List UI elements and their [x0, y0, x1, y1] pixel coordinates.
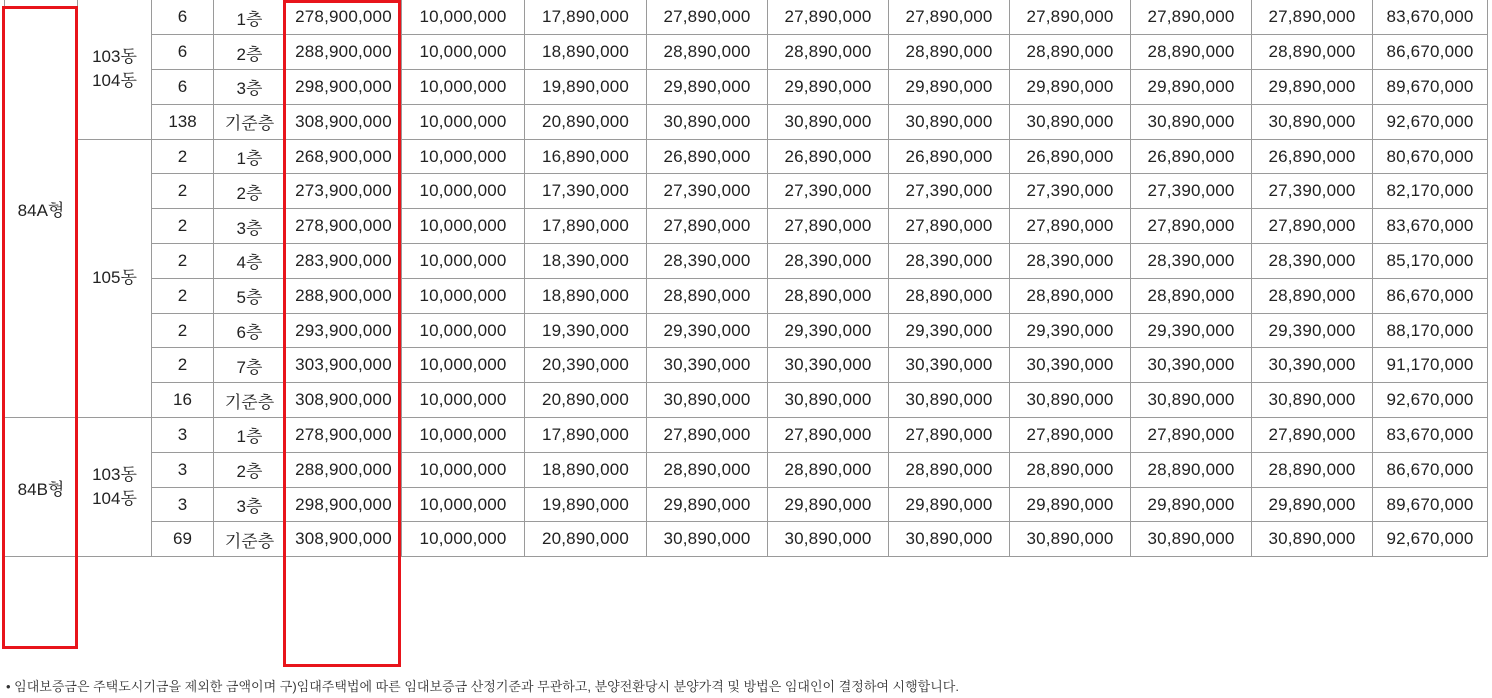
amount-cell: 29,390,000 [1252, 313, 1373, 348]
amount-cell: 28,890,000 [1252, 278, 1373, 313]
amount-cell: 18,890,000 [525, 452, 647, 487]
amount-cell: 28,890,000 [647, 35, 768, 70]
amount-cell: 10,000,000 [402, 278, 525, 313]
floor-cell: 2층 [214, 35, 286, 70]
amount-cell: 10,000,000 [402, 418, 525, 453]
amount-cell: 29,890,000 [647, 70, 768, 105]
unit-count-cell: 2 [152, 209, 214, 244]
amount-cell: 30,890,000 [647, 104, 768, 139]
amount-cell: 82,170,000 [1373, 174, 1488, 209]
price-cell: 293,900,000 [286, 313, 402, 348]
amount-cell: 80,670,000 [1373, 139, 1488, 174]
amount-cell: 28,390,000 [889, 244, 1010, 279]
amount-cell: 86,670,000 [1373, 35, 1488, 70]
amount-cell: 30,890,000 [647, 383, 768, 418]
amount-cell: 10,000,000 [402, 174, 525, 209]
amount-cell: 83,670,000 [1373, 418, 1488, 453]
amount-cell: 10,000,000 [402, 139, 525, 174]
amount-cell: 27,390,000 [768, 174, 889, 209]
amount-cell: 20,890,000 [525, 522, 647, 557]
amount-cell: 83,670,000 [1373, 0, 1488, 35]
floor-cell: 1층 [214, 0, 286, 35]
amount-cell: 29,390,000 [647, 313, 768, 348]
table-row [5, 209, 1488, 244]
amount-cell: 27,890,000 [647, 209, 768, 244]
unit-type-cell: 84A형 [5, 0, 78, 418]
price-cell: 303,900,000 [286, 348, 402, 383]
amount-cell: 27,890,000 [1252, 0, 1373, 35]
amount-cell: 85,170,000 [1373, 244, 1488, 279]
amount-cell: 17,890,000 [525, 209, 647, 244]
unit-count-cell: 2 [152, 139, 214, 174]
amount-cell: 27,890,000 [1010, 0, 1131, 35]
table-row [5, 278, 1488, 313]
table-row [5, 348, 1488, 383]
price-cell: 308,900,000 [286, 522, 402, 557]
amount-cell: 28,890,000 [768, 35, 889, 70]
amount-cell: 17,390,000 [525, 174, 647, 209]
amount-cell: 26,890,000 [1131, 139, 1252, 174]
amount-cell: 28,890,000 [1010, 278, 1131, 313]
table-row [5, 313, 1488, 348]
floor-cell: 5층 [214, 278, 286, 313]
amount-cell: 28,390,000 [647, 244, 768, 279]
amount-cell: 30,890,000 [889, 383, 1010, 418]
table-row [5, 0, 1488, 35]
amount-cell: 27,890,000 [889, 209, 1010, 244]
amount-cell: 27,890,000 [1131, 209, 1252, 244]
amount-cell: 27,890,000 [1131, 0, 1252, 35]
amount-cell: 28,890,000 [1010, 452, 1131, 487]
amount-cell: 86,670,000 [1373, 452, 1488, 487]
amount-cell: 10,000,000 [402, 452, 525, 487]
amount-cell: 88,170,000 [1373, 313, 1488, 348]
amount-cell: 16,890,000 [525, 139, 647, 174]
unit-count-cell: 2 [152, 174, 214, 209]
amount-cell: 10,000,000 [402, 209, 525, 244]
amount-cell: 27,890,000 [889, 0, 1010, 35]
amount-cell: 86,670,000 [1373, 278, 1488, 313]
amount-cell: 29,390,000 [768, 313, 889, 348]
amount-cell: 10,000,000 [402, 313, 525, 348]
amount-cell: 27,890,000 [1010, 418, 1131, 453]
floor-cell: 3층 [214, 487, 286, 522]
amount-cell: 30,890,000 [768, 104, 889, 139]
amount-cell: 92,670,000 [1373, 522, 1488, 557]
amount-cell: 30,390,000 [889, 348, 1010, 383]
floor-cell: 3층 [214, 70, 286, 105]
amount-cell: 83,670,000 [1373, 209, 1488, 244]
floor-cell: 1층 [214, 418, 286, 453]
amount-cell: 30,890,000 [768, 383, 889, 418]
amount-cell: 18,890,000 [525, 278, 647, 313]
amount-cell: 28,390,000 [1131, 244, 1252, 279]
footnote: • 임대보증금은 주택도시기금을 제외한 금액이며 구)임대주택법에 따른 임대보증금 산정기준과 무관하고, 분양전환당시 분양가격 및 방법은 임대인이 결정하여 시행합니다. [6, 679, 959, 694]
unit-count-cell: 3 [152, 452, 214, 487]
amount-cell: 10,000,000 [402, 104, 525, 139]
price-cell: 288,900,000 [286, 35, 402, 70]
floor-cell: 4층 [214, 244, 286, 279]
amount-cell: 30,890,000 [1252, 383, 1373, 418]
price-cell: 298,900,000 [286, 487, 402, 522]
floor-cell: 기준층 [214, 383, 286, 418]
unit-count-cell: 138 [152, 104, 214, 139]
price-cell: 278,900,000 [286, 209, 402, 244]
amount-cell: 30,890,000 [1010, 104, 1131, 139]
amount-cell: 29,890,000 [1010, 70, 1131, 105]
price-cell: 288,900,000 [286, 452, 402, 487]
amount-cell: 29,390,000 [1131, 313, 1252, 348]
table-row [5, 487, 1488, 522]
amount-cell: 28,890,000 [889, 278, 1010, 313]
table-row [5, 522, 1488, 557]
building-name: 104동 [92, 489, 137, 509]
amount-cell: 20,890,000 [525, 383, 647, 418]
amount-cell: 30,390,000 [768, 348, 889, 383]
amount-cell: 27,390,000 [1010, 174, 1131, 209]
amount-cell: 30,890,000 [889, 522, 1010, 557]
amount-cell: 26,890,000 [647, 139, 768, 174]
amount-cell: 10,000,000 [402, 244, 525, 279]
amount-cell: 28,890,000 [1252, 35, 1373, 70]
amount-cell: 28,890,000 [889, 35, 1010, 70]
amount-cell: 10,000,000 [402, 383, 525, 418]
amount-cell: 29,390,000 [1010, 313, 1131, 348]
building-cell [78, 139, 152, 417]
amount-cell: 10,000,000 [402, 0, 525, 35]
price-cell: 278,900,000 [286, 0, 402, 35]
amount-cell: 18,890,000 [525, 35, 647, 70]
unit-type-cell: 84B형 [5, 418, 78, 557]
amount-cell: 20,390,000 [525, 348, 647, 383]
amount-cell: 28,890,000 [1131, 452, 1252, 487]
building-name: 103동 [92, 47, 137, 67]
price-table-body [5, 0, 1488, 557]
amount-cell: 92,670,000 [1373, 104, 1488, 139]
amount-cell: 28,890,000 [647, 452, 768, 487]
amount-cell: 27,390,000 [1131, 174, 1252, 209]
table-row [5, 139, 1488, 174]
amount-cell: 27,890,000 [768, 0, 889, 35]
amount-cell: 28,890,000 [889, 452, 1010, 487]
amount-cell: 29,890,000 [1252, 487, 1373, 522]
amount-cell: 28,890,000 [1131, 278, 1252, 313]
amount-cell: 28,890,000 [1131, 35, 1252, 70]
amount-cell: 30,890,000 [768, 522, 889, 557]
building-name: 104동 [92, 71, 137, 91]
price-cell: 308,900,000 [286, 104, 402, 139]
amount-cell: 19,390,000 [525, 313, 647, 348]
amount-cell: 30,890,000 [1131, 522, 1252, 557]
price-cell: 273,900,000 [286, 174, 402, 209]
amount-cell: 17,890,000 [525, 0, 647, 35]
price-cell: 288,900,000 [286, 278, 402, 313]
floor-cell: 6층 [214, 313, 286, 348]
amount-cell: 27,890,000 [889, 418, 1010, 453]
amount-cell: 27,890,000 [647, 0, 768, 35]
floor-cell: 2층 [214, 452, 286, 487]
amount-cell: 29,890,000 [647, 487, 768, 522]
amount-cell: 20,890,000 [525, 104, 647, 139]
amount-cell: 26,890,000 [889, 139, 1010, 174]
amount-cell: 27,890,000 [768, 418, 889, 453]
amount-cell: 29,890,000 [889, 487, 1010, 522]
amount-cell: 28,890,000 [768, 278, 889, 313]
amount-cell: 26,890,000 [768, 139, 889, 174]
unit-count-cell: 6 [152, 35, 214, 70]
amount-cell: 29,890,000 [1252, 70, 1373, 105]
unit-count-cell: 3 [152, 487, 214, 522]
price-cell: 298,900,000 [286, 70, 402, 105]
floor-cell: 1층 [214, 139, 286, 174]
amount-cell: 30,890,000 [1010, 383, 1131, 418]
amount-cell: 10,000,000 [402, 522, 525, 557]
table-row [5, 383, 1488, 418]
amount-cell: 19,890,000 [525, 70, 647, 105]
price-cell: 268,900,000 [286, 139, 402, 174]
amount-cell: 28,390,000 [768, 244, 889, 279]
building-name: 105동 [92, 268, 137, 288]
amount-cell: 89,670,000 [1373, 487, 1488, 522]
amount-cell: 27,390,000 [1252, 174, 1373, 209]
amount-cell: 10,000,000 [402, 487, 525, 522]
floor-cell: 기준층 [214, 522, 286, 557]
unit-count-cell: 2 [152, 278, 214, 313]
amount-cell: 27,890,000 [1252, 209, 1373, 244]
amount-cell: 28,890,000 [1252, 452, 1373, 487]
amount-cell: 19,890,000 [525, 487, 647, 522]
unit-count-cell: 2 [152, 313, 214, 348]
amount-cell: 28,890,000 [647, 278, 768, 313]
amount-cell: 29,390,000 [889, 313, 1010, 348]
amount-cell: 28,390,000 [1010, 244, 1131, 279]
amount-cell: 27,890,000 [1010, 209, 1131, 244]
amount-cell: 91,170,000 [1373, 348, 1488, 383]
amount-cell: 30,390,000 [647, 348, 768, 383]
amount-cell: 30,890,000 [1131, 383, 1252, 418]
price-cell: 283,900,000 [286, 244, 402, 279]
amount-cell: 30,890,000 [1252, 104, 1373, 139]
price-cell: 278,900,000 [286, 418, 402, 453]
building-cell [78, 0, 152, 139]
amount-cell: 27,890,000 [1252, 418, 1373, 453]
amount-cell: 30,390,000 [1131, 348, 1252, 383]
amount-cell: 18,390,000 [525, 244, 647, 279]
floor-cell: 7층 [214, 348, 286, 383]
amount-cell: 30,390,000 [1252, 348, 1373, 383]
amount-cell: 29,890,000 [1010, 487, 1131, 522]
floor-cell: 3층 [214, 209, 286, 244]
building-name: 103동 [92, 465, 137, 485]
amount-cell: 27,890,000 [1131, 418, 1252, 453]
amount-cell: 30,890,000 [1010, 522, 1131, 557]
unit-count-cell: 2 [152, 244, 214, 279]
amount-cell: 27,390,000 [647, 174, 768, 209]
amount-cell: 27,890,000 [768, 209, 889, 244]
amount-cell: 26,890,000 [1252, 139, 1373, 174]
unit-count-cell: 2 [152, 348, 214, 383]
amount-cell: 30,890,000 [647, 522, 768, 557]
amount-cell: 30,890,000 [1252, 522, 1373, 557]
unit-count-cell: 6 [152, 0, 214, 35]
building-cell [78, 418, 152, 557]
amount-cell: 29,890,000 [1131, 487, 1252, 522]
amount-cell: 28,390,000 [1252, 244, 1373, 279]
table-row [5, 244, 1488, 279]
unit-count-cell: 3 [152, 418, 214, 453]
amount-cell: 28,890,000 [1010, 35, 1131, 70]
amount-cell: 30,890,000 [1131, 104, 1252, 139]
amount-cell: 30,390,000 [1010, 348, 1131, 383]
table-row [5, 104, 1488, 139]
amount-cell: 29,890,000 [1131, 70, 1252, 105]
unit-count-cell: 69 [152, 522, 214, 557]
unit-count-cell: 16 [152, 383, 214, 418]
amount-cell: 27,890,000 [647, 418, 768, 453]
table-row [5, 452, 1488, 487]
table-row [5, 418, 1488, 453]
amount-cell: 29,890,000 [768, 487, 889, 522]
table-row [5, 70, 1488, 105]
amount-cell: 10,000,000 [402, 70, 525, 105]
amount-cell: 28,890,000 [768, 452, 889, 487]
amount-cell: 27,390,000 [889, 174, 1010, 209]
amount-cell: 92,670,000 [1373, 383, 1488, 418]
amount-cell: 17,890,000 [525, 418, 647, 453]
table-row [5, 174, 1488, 209]
floor-cell: 기준층 [214, 104, 286, 139]
unit-count-cell: 6 [152, 70, 214, 105]
amount-cell: 29,890,000 [889, 70, 1010, 105]
amount-cell: 26,890,000 [1010, 139, 1131, 174]
price-cell: 308,900,000 [286, 383, 402, 418]
table-row [5, 35, 1488, 70]
amount-cell: 29,890,000 [768, 70, 889, 105]
amount-cell: 89,670,000 [1373, 70, 1488, 105]
amount-cell: 10,000,000 [402, 35, 525, 70]
floor-cell: 2층 [214, 174, 286, 209]
amount-cell: 10,000,000 [402, 348, 525, 383]
price-table [4, 0, 1488, 557]
amount-cell: 30,890,000 [889, 104, 1010, 139]
